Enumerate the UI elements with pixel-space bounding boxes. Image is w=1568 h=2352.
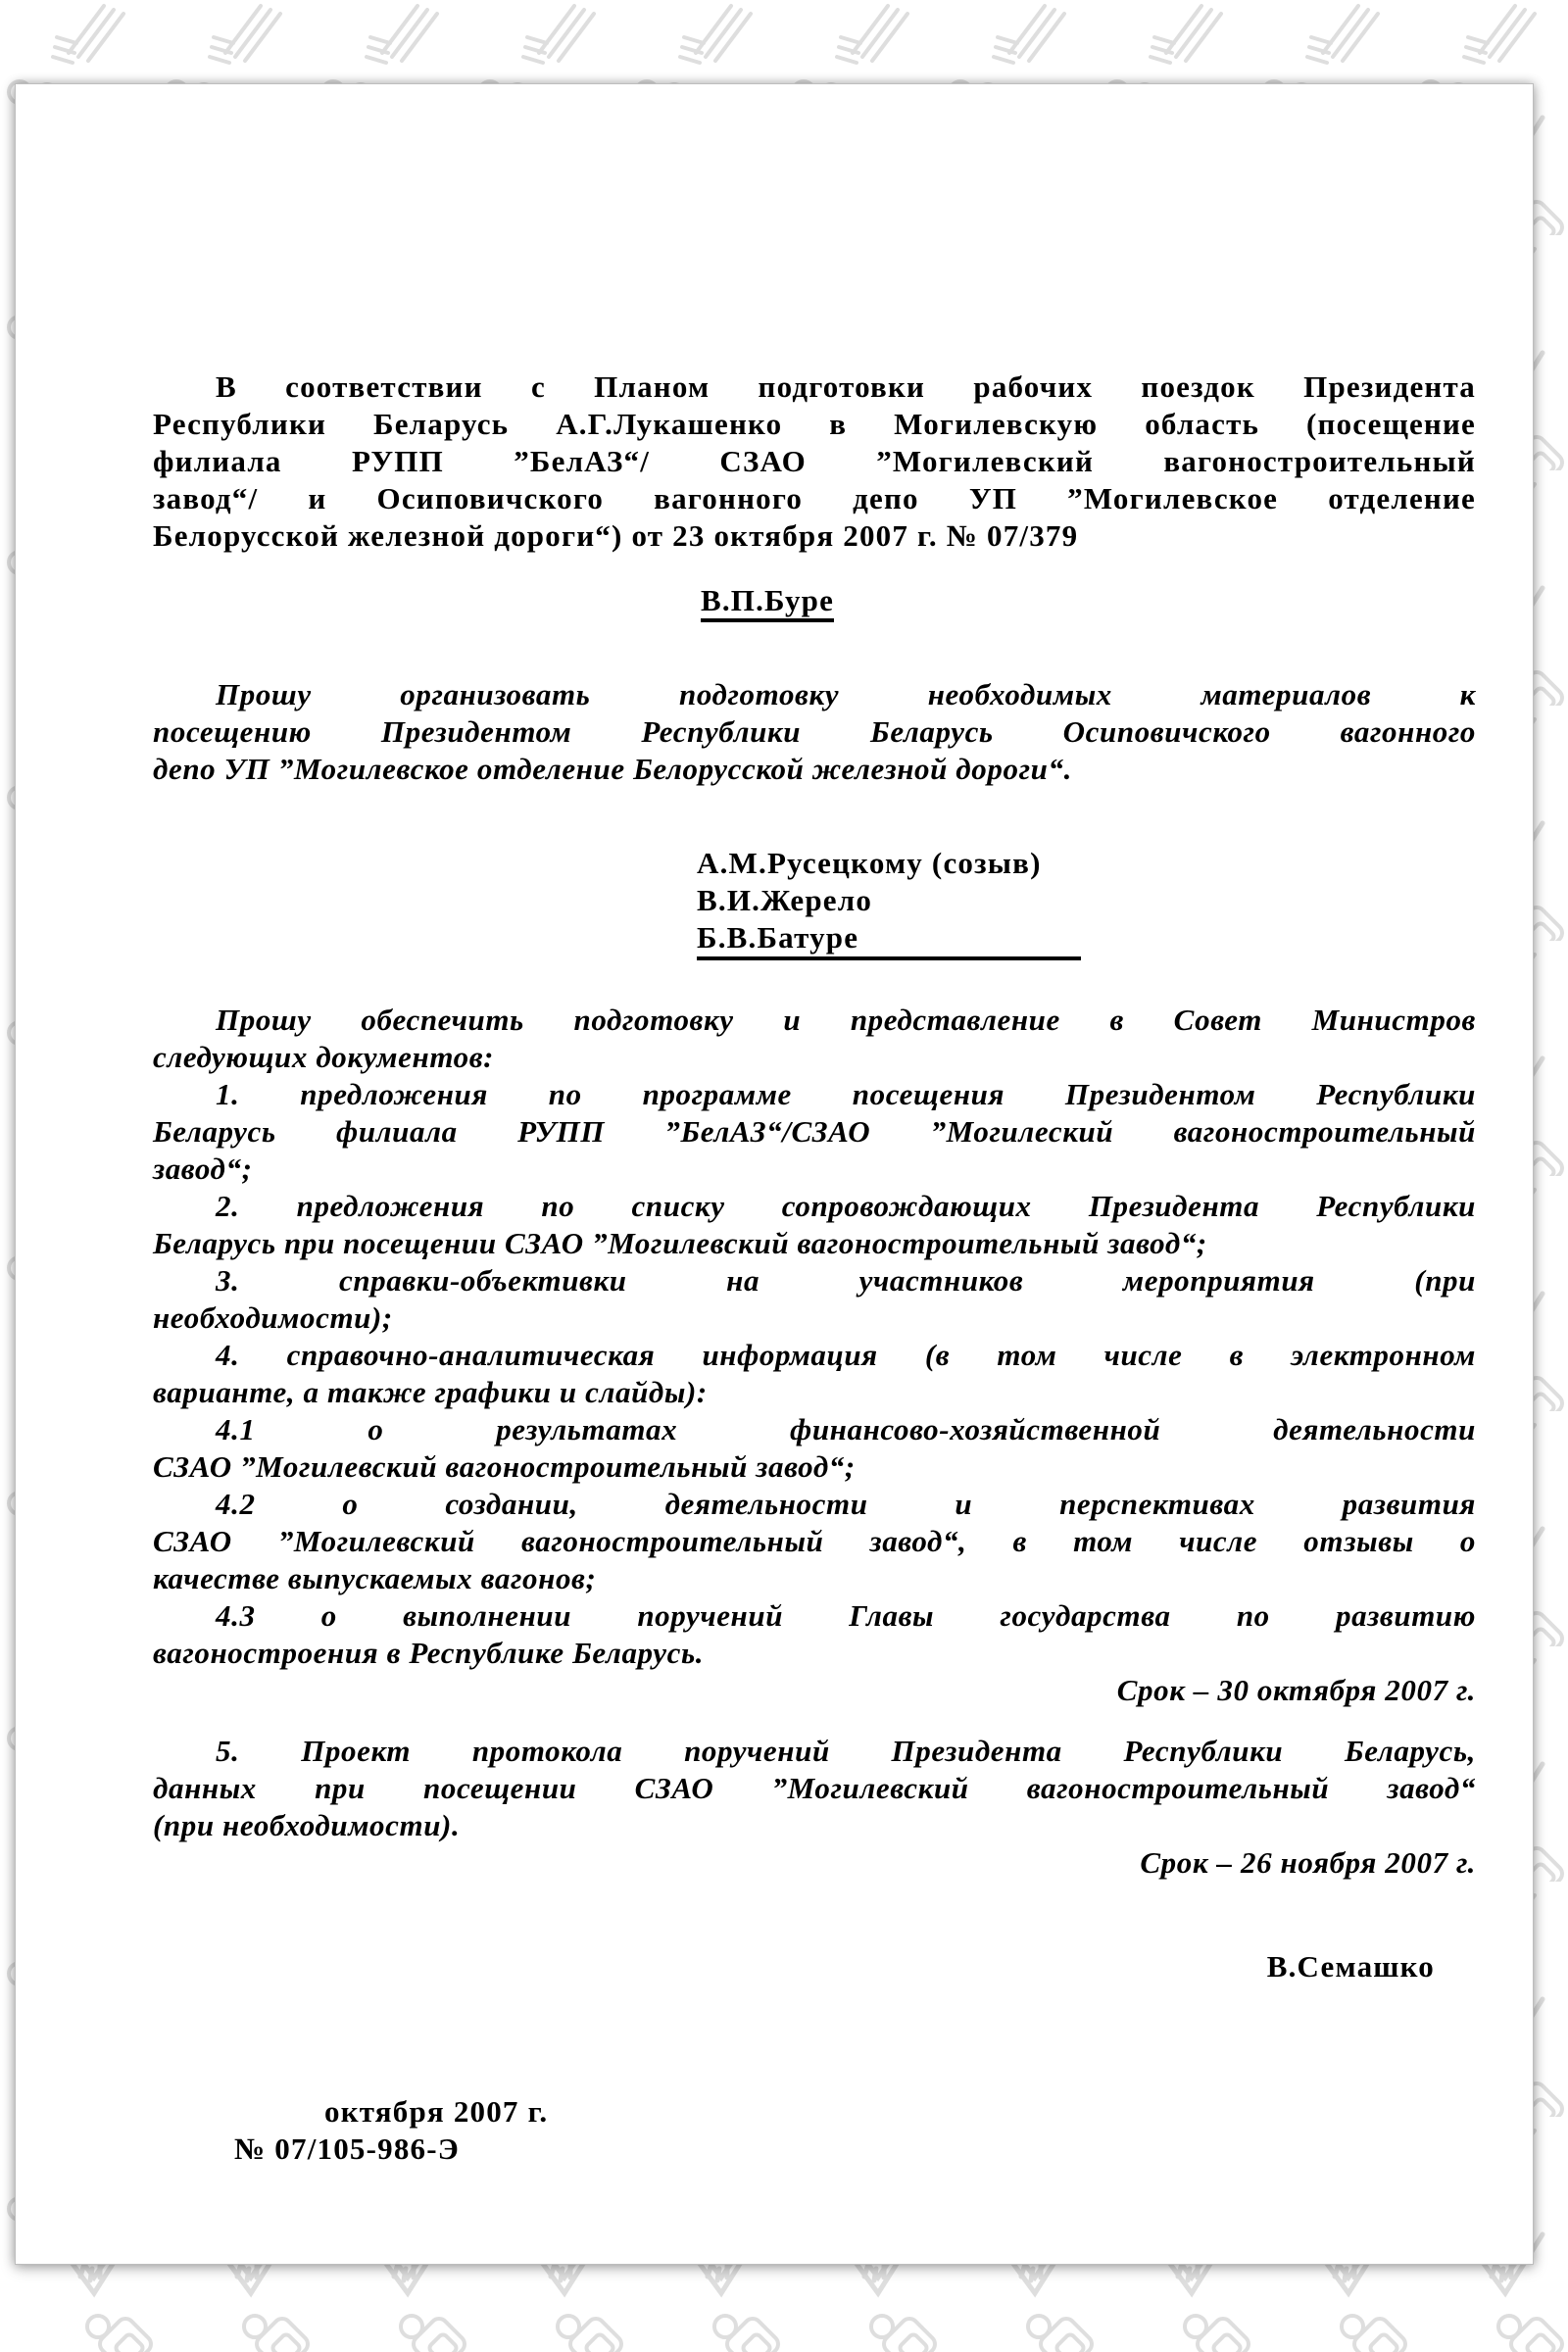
text-line: варианте, а также графики и слайды): <box>153 1375 708 1409</box>
text-line: следующих документов: <box>153 1040 495 1074</box>
text-line: 4.1 о результатах финансово-хозяйственной деятельности <box>216 1412 1476 1446</box>
text-line: 4.3 о выполнении поручений Главы государства по развитию <box>216 1598 1476 1633</box>
text-line: Беларусь при посещении СЗАО ”Могилевский вагоностроительный завод“; <box>153 1226 1207 1260</box>
text-line: Республики Беларусь А.Г.Лукашенко в Могилевскую область (посещение <box>153 407 1476 441</box>
list-item-5 <box>153 1733 1476 1844</box>
text-line: 2. предложения по списку сопровождающих Президента Республики <box>216 1189 1476 1223</box>
text-line: 5. Проект протокола поручений Президента Республики Беларусь, <box>216 1734 1476 1768</box>
intro-paragraph <box>153 368 1476 555</box>
list-item-4-2 <box>153 1486 1476 1597</box>
text-line: Белорусской железной дороги“) от 23 октября 2007 г. № 07/379 <box>153 518 1079 553</box>
list-item-4-1 <box>153 1411 1476 1486</box>
text-line: (при необходимости). <box>153 1808 461 1842</box>
addressee-underlined-text: В.П.Буре <box>701 583 834 622</box>
list-item-4-3 <box>153 1597 1476 1672</box>
text-line: необходимости); <box>153 1300 393 1335</box>
deadline-2: Срок – 26 ноября 2007 г. <box>1140 1845 1476 1880</box>
text-line: В соответствии с Планом подготовки рабочих поездок Президента <box>216 369 1476 404</box>
request-paragraph-2 <box>153 1002 1476 1076</box>
text-line: 4. справочно-аналитическая информация (в том числе в электронном <box>216 1338 1476 1372</box>
addressee-name <box>153 582 1476 619</box>
text-line: СЗАО ”Могилевский вагоностроительный завод“, в том числе отзывы о <box>153 1524 1476 1558</box>
text-line: Беларусь филиала РУПП ”БелАЗ“/СЗАО ”Могилеский вагоностроительный <box>153 1114 1476 1149</box>
list-item-4 <box>153 1337 1476 1411</box>
list-item-2 <box>153 1188 1476 1262</box>
text-line: Прошу организовать подготовку необходимых материалов к <box>216 677 1476 711</box>
signature-name: В.Семашко <box>1266 1949 1435 1984</box>
text-line: качестве выпускаемых вагонов; <box>153 1561 597 1595</box>
recipients-list <box>697 845 1081 960</box>
text-line: завод“; <box>153 1152 253 1186</box>
text-line: филиала РУПП ”БелАЗ“/ СЗАО ”Могилевский вагоностроительный <box>153 444 1476 478</box>
text-line: 1. предложения по программе посещения Президентом Республики <box>216 1077 1476 1111</box>
text-line: СЗАО ”Могилевский вагоностроительный завод“; <box>153 1449 856 1484</box>
footer-date: октября 2007 г. <box>324 2094 549 2129</box>
deadline-1: Срок – 30 октября 2007 г. <box>1116 1673 1476 1707</box>
list-item-1 <box>153 1076 1476 1188</box>
text-line: В.И.Жерело <box>697 883 873 917</box>
footer-ref-number: № 07/105-986-Э <box>234 2132 460 2166</box>
list-item-3 <box>153 1262 1476 1337</box>
text-line: депо УП ”Могилевское отделение Белорусской железной дороги“. <box>153 752 1072 786</box>
text-line: 4.2 о создании, деятельности и перспективах развития <box>216 1487 1476 1521</box>
text-line: 3. справки-объективки на участников мероприятия (при <box>216 1263 1476 1298</box>
document-content <box>153 368 1476 2168</box>
text-line: данных при посещении СЗАО ”Могилевский вагоностроительный завод“ <box>153 1771 1476 1805</box>
text-line: завод“/ и Осиповичского вагонного депо УП ”Могилевское отделение <box>153 481 1476 515</box>
document-page <box>15 83 1534 2265</box>
text-line: посещению Президентом Республики Беларусь Осиповичского вагонного <box>153 714 1476 749</box>
text-line: вагоностроения в Республике Беларусь. <box>153 1636 705 1670</box>
text-line: Прошу обеспечить подготовку и представление в Совет Министров <box>216 1003 1476 1037</box>
request-paragraph-1 <box>153 676 1476 788</box>
text-line: А.М.Русецкому (созыв) <box>697 846 1042 880</box>
text-line: Б.В.Батуре <box>697 919 1081 960</box>
